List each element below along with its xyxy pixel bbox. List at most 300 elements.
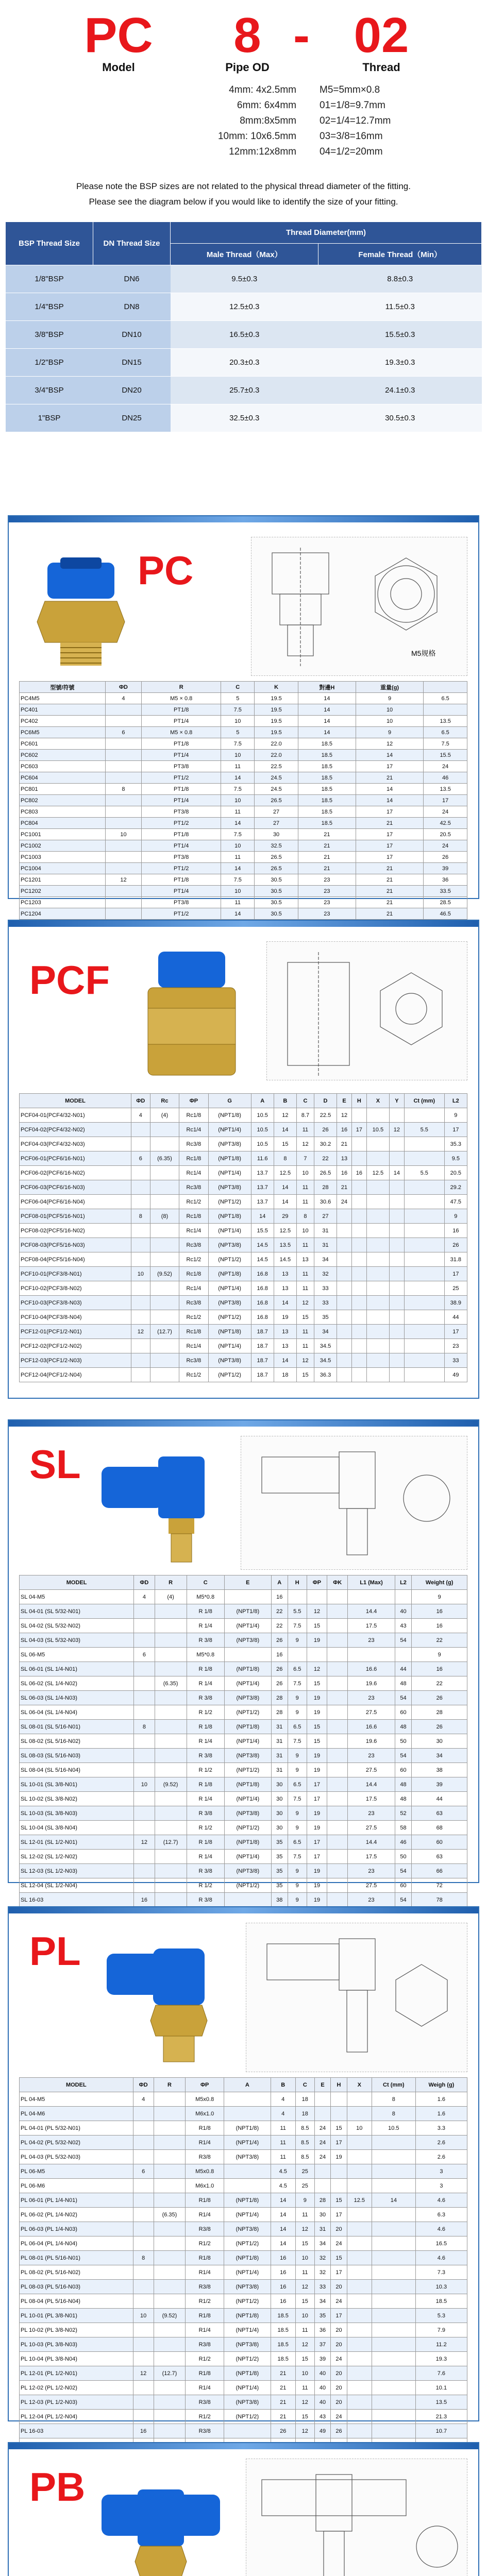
spec-cell: 21 xyxy=(271,2395,295,2410)
spec-cell xyxy=(372,2366,415,2381)
spec-cell xyxy=(347,2164,372,2179)
spec-cell: PT1/4 xyxy=(142,795,221,806)
spec-cell: 8 xyxy=(105,784,141,795)
spec-header-cell: D xyxy=(314,1094,337,1108)
spec-cell: 4 xyxy=(105,693,141,704)
bsp-row xyxy=(6,265,482,293)
spec-cell xyxy=(154,2092,186,2107)
spec-cell xyxy=(366,1209,389,1224)
spec-cell: 10 xyxy=(356,704,423,716)
spec-cell: 40 xyxy=(314,2366,330,2381)
spec-cell: R3/8 xyxy=(186,2280,224,2294)
spec-cell: SL 10-01 (SL 3/8-N01) xyxy=(20,1777,134,1792)
spec-cell: R1/8 xyxy=(186,2193,224,2208)
spec-cell: 12 xyxy=(133,2366,154,2381)
spec-cell: 18.5 xyxy=(298,738,356,750)
spec-cell: 18.7 xyxy=(251,1339,274,1353)
spec-cell xyxy=(351,1368,366,1382)
spec-cell xyxy=(314,2092,330,2107)
spec-row xyxy=(20,1734,467,1749)
spec-cell: 17 xyxy=(444,1123,467,1137)
spec-cell xyxy=(327,1806,348,1821)
spec-header-cell: 型號/符號 xyxy=(20,682,106,693)
spec-cell: Rc1/4 xyxy=(179,1123,208,1137)
spec-cell: 23 xyxy=(298,897,356,908)
spec-cell xyxy=(105,818,141,829)
spec-cell: 11.6 xyxy=(251,1151,274,1166)
spec-cell: 32 xyxy=(314,2265,330,2280)
spec-header-cell: Ct (mm) xyxy=(404,1094,444,1108)
spec-cell: PL 12-02 (PL 1/2-N02) xyxy=(20,2381,133,2395)
spec-cell: (NPT1/4) xyxy=(224,1792,271,1806)
spec-cell xyxy=(372,2208,415,2222)
spec-header-cell: Ct (mm) xyxy=(372,2078,415,2092)
spec-cell: 9 xyxy=(288,1705,307,1720)
spec-cell xyxy=(327,1604,348,1619)
spec-cell: 25 xyxy=(295,2179,314,2193)
spec-row xyxy=(20,2193,467,2208)
section-pl xyxy=(8,1906,479,2434)
spec-cell: PC1204 xyxy=(20,908,106,920)
spec-cell xyxy=(131,1224,150,1238)
spec-cell: 7 xyxy=(296,1151,314,1166)
spec-cell: 43 xyxy=(314,2410,330,2424)
spec-cell: 18.5 xyxy=(298,761,356,772)
spec-row xyxy=(20,1792,467,1806)
spec-cell: 15 xyxy=(307,1734,327,1749)
spec-cell: 14 xyxy=(251,1209,274,1224)
spec-cell: 16 xyxy=(271,1648,288,1662)
section-banner xyxy=(9,1907,478,1913)
pl-title: PL xyxy=(29,1928,81,1974)
spec-row xyxy=(20,1749,467,1763)
spec-cell: 6.5 xyxy=(288,1720,307,1734)
spec-cell: 30.5 xyxy=(255,886,298,897)
spec-cell xyxy=(154,2136,186,2150)
spec-row xyxy=(20,2179,467,2193)
spec-cell xyxy=(134,1676,155,1691)
spec-cell: 31 xyxy=(271,1763,288,1777)
spec-cell xyxy=(347,2410,372,2424)
spec-cell: (NPT1/4) xyxy=(224,2265,271,2280)
spec-cell: 19 xyxy=(307,1749,327,1763)
spec-cell: 9 xyxy=(444,1209,467,1224)
spec-cell: R 1/2 xyxy=(187,1878,224,1893)
spec-header-cell: A xyxy=(271,1575,288,1590)
spec-cell xyxy=(133,2410,154,2424)
spec-cell xyxy=(133,2323,154,2337)
spec-cell xyxy=(337,1368,352,1382)
spec-cell: 22 xyxy=(314,1151,337,1166)
spec-cell: 11 xyxy=(296,1339,314,1353)
spec-cell: 49 xyxy=(314,2424,330,2438)
spec-cell: 28 xyxy=(314,1180,337,1195)
spec-cell: 12 xyxy=(389,1123,404,1137)
spec-cell: 19.5 xyxy=(255,716,298,727)
spec-cell: 7.5 xyxy=(424,738,467,750)
spec-cell: R 1/8 xyxy=(187,1835,224,1850)
spec-cell: 12 xyxy=(295,2424,314,2438)
spec-row xyxy=(20,1123,467,1137)
spec-cell: R3/8 xyxy=(186,2222,224,2236)
spec-cell: 24 xyxy=(331,2294,347,2309)
spec-cell: 30 xyxy=(271,1792,288,1806)
spec-cell: R1/4 xyxy=(186,2323,224,2337)
spec-cell: 32 xyxy=(314,1267,337,1281)
spec-cell: R1/4 xyxy=(186,2381,224,2395)
spec-cell xyxy=(347,2208,372,2222)
spec-cell: 54 xyxy=(395,1633,412,1648)
spec-cell xyxy=(372,2337,415,2352)
spec-cell: (6.35) xyxy=(155,1676,187,1691)
spec-cell: (NPT1/8) xyxy=(208,1209,251,1224)
spec-cell: 21.3 xyxy=(415,2410,467,2424)
spec-cell: 5.5 xyxy=(288,1604,307,1619)
spec-cell: 4 xyxy=(271,2107,295,2121)
spec-cell xyxy=(351,1296,366,1310)
bsp-cell: DN25 xyxy=(93,404,171,432)
spec-header-cell: C xyxy=(187,1575,224,1590)
spec-cell: Rc1/2 xyxy=(179,1252,208,1267)
spec-cell xyxy=(327,1676,348,1691)
spec-cell: (NPT1/4) xyxy=(224,1619,271,1633)
spec-cell: 5.5 xyxy=(404,1123,444,1137)
spec-cell: 24 xyxy=(424,840,467,852)
spec-cell: PC4M5 xyxy=(20,693,106,704)
spec-row xyxy=(20,1353,467,1368)
spec-row xyxy=(20,1662,467,1676)
bsp-cell: 20.3±0.3 xyxy=(171,349,318,377)
spec-cell xyxy=(351,1180,366,1195)
label-model: Model xyxy=(102,61,135,74)
spec-cell: 23 xyxy=(348,1633,395,1648)
spec-cell: 13.7 xyxy=(251,1166,274,1180)
spec-cell: 18.5 xyxy=(298,784,356,795)
thread-options xyxy=(320,82,391,160)
spec-cell: 9 xyxy=(356,727,423,738)
spec-cell xyxy=(372,2395,415,2410)
spec-header-cell: ΦP xyxy=(307,1575,327,1590)
spec-cell: 14 xyxy=(356,795,423,806)
spec-cell: 28.5 xyxy=(424,897,467,908)
section-banner xyxy=(9,921,478,927)
spec-cell: R 1/8 xyxy=(187,1720,224,1734)
spec-row xyxy=(20,2251,467,2265)
spec-cell xyxy=(372,2179,415,2193)
spec-cell: 16 xyxy=(134,1893,155,1907)
spec-cell xyxy=(366,1267,389,1281)
bsp-cell: 3/8"BSP xyxy=(6,321,93,349)
spec-header-cell: C xyxy=(221,682,255,693)
spec-cell: PT1/8 xyxy=(142,784,221,795)
bsp-cell: 19.3±0.3 xyxy=(318,349,482,377)
spec-cell: PC1202 xyxy=(20,886,106,897)
spec-row xyxy=(20,2236,467,2251)
spec-cell: 11 xyxy=(221,897,255,908)
spec-cell: 10 xyxy=(221,716,255,727)
spec-cell: 16.6 xyxy=(348,1720,395,1734)
spec-cell: 54 xyxy=(395,1893,412,1907)
spec-cell xyxy=(389,1151,404,1166)
spec-row xyxy=(20,1310,467,1325)
spec-cell: (NPT1/2) xyxy=(224,2410,271,2424)
spec-cell: 11 xyxy=(221,761,255,772)
pcf-fitting-illustration xyxy=(127,941,256,1080)
spec-cell xyxy=(307,1590,327,1604)
spec-cell: 32.5 xyxy=(255,840,298,852)
spec-cell: 17 xyxy=(331,2309,347,2323)
spec-row xyxy=(20,1180,467,1195)
pc-fitting-illustration xyxy=(19,552,143,671)
spec-cell: 33 xyxy=(444,1353,467,1368)
spec-cell: 10 xyxy=(131,1267,150,1281)
spec-row xyxy=(20,693,467,704)
spec-row xyxy=(20,1835,467,1850)
spec-cell: 21 xyxy=(298,840,356,852)
spec-cell: M5x0.8 xyxy=(186,2092,224,2107)
spec-cell: 26 xyxy=(271,2424,295,2438)
spec-cell: PCF04-01(PCF4/32-N01) xyxy=(20,1108,131,1123)
spec-cell: (NPT1/2) xyxy=(208,1310,251,1325)
spec-row xyxy=(20,2092,467,2107)
spec-cell: 11 xyxy=(271,2150,295,2164)
section-pb xyxy=(8,2442,479,2576)
spec-cell: R3/8 xyxy=(186,2424,224,2438)
spec-cell: 17 xyxy=(331,2136,347,2150)
spec-cell: 27.5 xyxy=(348,1763,395,1777)
spec-cell: 35 xyxy=(314,1310,337,1325)
spec-cell xyxy=(327,1821,348,1835)
spec-cell xyxy=(327,1720,348,1734)
spec-cell xyxy=(154,2381,186,2395)
bsp-cell: 24.1±0.3 xyxy=(318,377,482,404)
spec-cell: 11 xyxy=(296,1267,314,1281)
spec-cell: PCF08-03(PCF5/16-N03) xyxy=(20,1238,131,1252)
bsp-cell: DN8 xyxy=(93,293,171,321)
spec-cell: (NPT3/8) xyxy=(224,2337,271,2352)
spec-cell xyxy=(134,1734,155,1749)
spec-cell xyxy=(155,1734,187,1749)
spec-header-cell: A xyxy=(251,1094,274,1108)
spec-cell xyxy=(155,1792,187,1806)
spec-cell: 18.7 xyxy=(251,1325,274,1339)
spec-cell: 10 xyxy=(347,2121,372,2136)
spec-cell: 14 xyxy=(356,750,423,761)
spec-cell: 11 xyxy=(295,2323,314,2337)
spec-cell: 14 xyxy=(298,704,356,716)
spec-cell: 13.7 xyxy=(251,1195,274,1209)
spec-cell: (NPT3/8) xyxy=(208,1238,251,1252)
bsp-cell: 1/2"BSP xyxy=(6,349,93,377)
spec-cell xyxy=(155,1705,187,1720)
spec-cell: R 1/4 xyxy=(187,1676,224,1691)
spec-cell: 19 xyxy=(274,1310,296,1325)
spec-cell: 21 xyxy=(298,852,356,863)
spec-cell: 27 xyxy=(314,1209,337,1224)
spec-row xyxy=(20,2352,467,2366)
spec-cell xyxy=(155,1763,187,1777)
spec-cell xyxy=(150,1137,179,1151)
spec-cell xyxy=(154,2193,186,2208)
spec-cell: Rc3/8 xyxy=(179,1180,208,1195)
spec-cell xyxy=(327,1662,348,1676)
spec-cell: 34 xyxy=(314,1252,337,1267)
spec-cell: 16 xyxy=(271,2294,295,2309)
spec-cell: Rc1/8 xyxy=(179,1108,208,1123)
spec-cell xyxy=(154,2121,186,2136)
spec-cell: PL 08-03 (PL 5/16-N03) xyxy=(20,2280,133,2294)
spec-cell xyxy=(347,2136,372,2150)
spec-cell: 14 xyxy=(221,818,255,829)
spec-cell xyxy=(327,1734,348,1749)
spec-cell: 52 xyxy=(395,1806,412,1821)
spec-cell: (NPT1/8) xyxy=(208,1108,251,1123)
spec-cell xyxy=(154,2265,186,2280)
spec-cell: 14 xyxy=(274,1180,296,1195)
pb-dimension-drawing xyxy=(246,2459,467,2576)
spec-cell: (4) xyxy=(155,1590,187,1604)
bsp-cell: 25.7±0.3 xyxy=(171,377,318,404)
spec-cell: 18 xyxy=(274,1368,296,1382)
spec-cell: 28 xyxy=(271,1705,288,1720)
spec-cell: 12 xyxy=(296,1296,314,1310)
spec-row xyxy=(20,1676,467,1691)
spec-row xyxy=(20,2410,467,2424)
spec-cell: 25 xyxy=(444,1281,467,1296)
spec-cell xyxy=(351,1224,366,1238)
spec-cell: (6.35) xyxy=(154,2208,186,2222)
spec-header-row xyxy=(20,682,467,693)
spec-cell: 36 xyxy=(314,2323,330,2337)
spec-cell: 13 xyxy=(296,1252,314,1267)
spec-cell xyxy=(155,1662,187,1676)
notice-line-1: Please note the BSP sizes are not related to the physical thread diameter of the fitting. xyxy=(76,181,411,191)
spec-cell: PCF06-03(PCF6/16-N03) xyxy=(20,1180,131,1195)
spec-cell: 8 xyxy=(133,2251,154,2265)
spec-cell xyxy=(366,1252,389,1267)
spec-cell: 34 xyxy=(314,1325,337,1339)
spec-cell: R1/4 xyxy=(186,2208,224,2222)
spec-cell: 26 xyxy=(271,1633,288,1648)
spec-cell: 12 xyxy=(356,738,423,750)
sl-fitting-photo xyxy=(96,1436,220,1570)
spec-cell: 19.3 xyxy=(415,2352,467,2366)
spec-cell: (NPT1/8) xyxy=(224,1835,271,1850)
spec-cell xyxy=(131,1166,150,1180)
spec-cell: 11 xyxy=(296,1325,314,1339)
spec-cell xyxy=(372,2265,415,2280)
spec-cell: 8 xyxy=(134,1720,155,1734)
spec-cell: R 1/2 xyxy=(187,1821,224,1835)
spec-cell: R1/4 xyxy=(186,2265,224,2280)
spec-cell: 27 xyxy=(255,806,298,818)
spec-cell: 36 xyxy=(424,874,467,886)
spec-cell: PL 04-M5 xyxy=(20,2092,133,2107)
spec-row xyxy=(20,1339,467,1353)
spec-cell: 58 xyxy=(395,1821,412,1835)
spec-cell: 30.6 xyxy=(314,1195,337,1209)
spec-cell: SL 08-04 (SL 5/16-N04) xyxy=(20,1763,134,1777)
spec-cell: 15 xyxy=(331,2193,347,2208)
bsp-row xyxy=(6,404,482,432)
spec-cell xyxy=(351,1325,366,1339)
spec-cell xyxy=(337,1339,352,1353)
spec-cell xyxy=(155,1806,187,1821)
spec-cell: 48 xyxy=(395,1792,412,1806)
spec-cell: 23 xyxy=(348,1893,395,1907)
spec-cell: 26 xyxy=(444,1238,467,1252)
spec-cell: 30 xyxy=(271,1821,288,1835)
pcf-spec-table xyxy=(19,1093,467,1382)
spec-cell: 19.6 xyxy=(348,1734,395,1749)
spec-cell: M6x1.0 xyxy=(186,2179,224,2193)
spec-cell xyxy=(155,1720,187,1734)
spec-cell: 24 xyxy=(314,2121,330,2136)
spec-cell xyxy=(389,1281,404,1296)
spec-row xyxy=(20,2337,467,2352)
spec-cell: 12 xyxy=(295,2337,314,2352)
spec-cell: 26 xyxy=(331,2424,347,2438)
spec-cell: 14 xyxy=(274,1195,296,1209)
spec-cell xyxy=(133,2150,154,2164)
spec-cell: R1/8 xyxy=(186,2121,224,2136)
spec-cell: 8 xyxy=(296,1209,314,1224)
spec-cell: 12 xyxy=(134,1835,155,1850)
spec-cell: PCF06-02(PCF6/16-N02) xyxy=(20,1166,131,1180)
spec-header-cell: B xyxy=(271,2078,295,2092)
sl-dimension-drawing xyxy=(241,1436,467,1570)
spec-cell: 23 xyxy=(348,1864,395,1878)
spec-cell xyxy=(366,1238,389,1252)
spec-header-cell: 重量(g) xyxy=(356,682,423,693)
spec-row xyxy=(20,2164,467,2179)
spec-cell xyxy=(337,1353,352,1368)
spec-cell xyxy=(131,1252,150,1267)
section-pc xyxy=(8,515,479,917)
spec-cell xyxy=(404,1137,444,1151)
spec-cell: (NPT1/4) xyxy=(224,2381,271,2395)
spec-row xyxy=(20,1267,467,1281)
spec-cell: 17 xyxy=(444,1325,467,1339)
spec-row xyxy=(20,2107,467,2121)
spec-cell: 8.5 xyxy=(295,2150,314,2164)
spec-cell xyxy=(288,1590,307,1604)
spec-cell xyxy=(150,1224,179,1238)
spec-cell: 16 xyxy=(271,2251,295,2265)
spec-cell: (NPT3/8) xyxy=(208,1296,251,1310)
spec-cell: (12.7) xyxy=(150,1325,179,1339)
spec-cell: 12 xyxy=(105,874,141,886)
spec-cell: (9.52) xyxy=(154,2309,186,2323)
spec-cell xyxy=(351,1267,366,1281)
spec-row xyxy=(20,2121,467,2136)
spec-cell: 4 xyxy=(131,1108,150,1123)
spec-cell xyxy=(131,1195,150,1209)
spec-row xyxy=(20,2280,467,2294)
spec-cell: R 1/4 xyxy=(187,1619,224,1633)
spec-cell: PT1/8 xyxy=(142,874,221,886)
spec-cell: 10 xyxy=(221,840,255,852)
spec-cell: PL 04-02 (PL 5/32-N02) xyxy=(20,2136,133,2150)
spec-cell: 12 xyxy=(295,2280,314,2294)
spec-cell: 37 xyxy=(314,2337,330,2352)
section-sl xyxy=(8,1419,479,1903)
spec-cell xyxy=(404,1353,444,1368)
spec-cell xyxy=(105,795,141,806)
spec-cell: R3/8 xyxy=(186,2337,224,2352)
pb-fitting-photo xyxy=(96,2469,225,2576)
spec-cell: PCF12-02(PCF1/2-N02) xyxy=(20,1339,131,1353)
